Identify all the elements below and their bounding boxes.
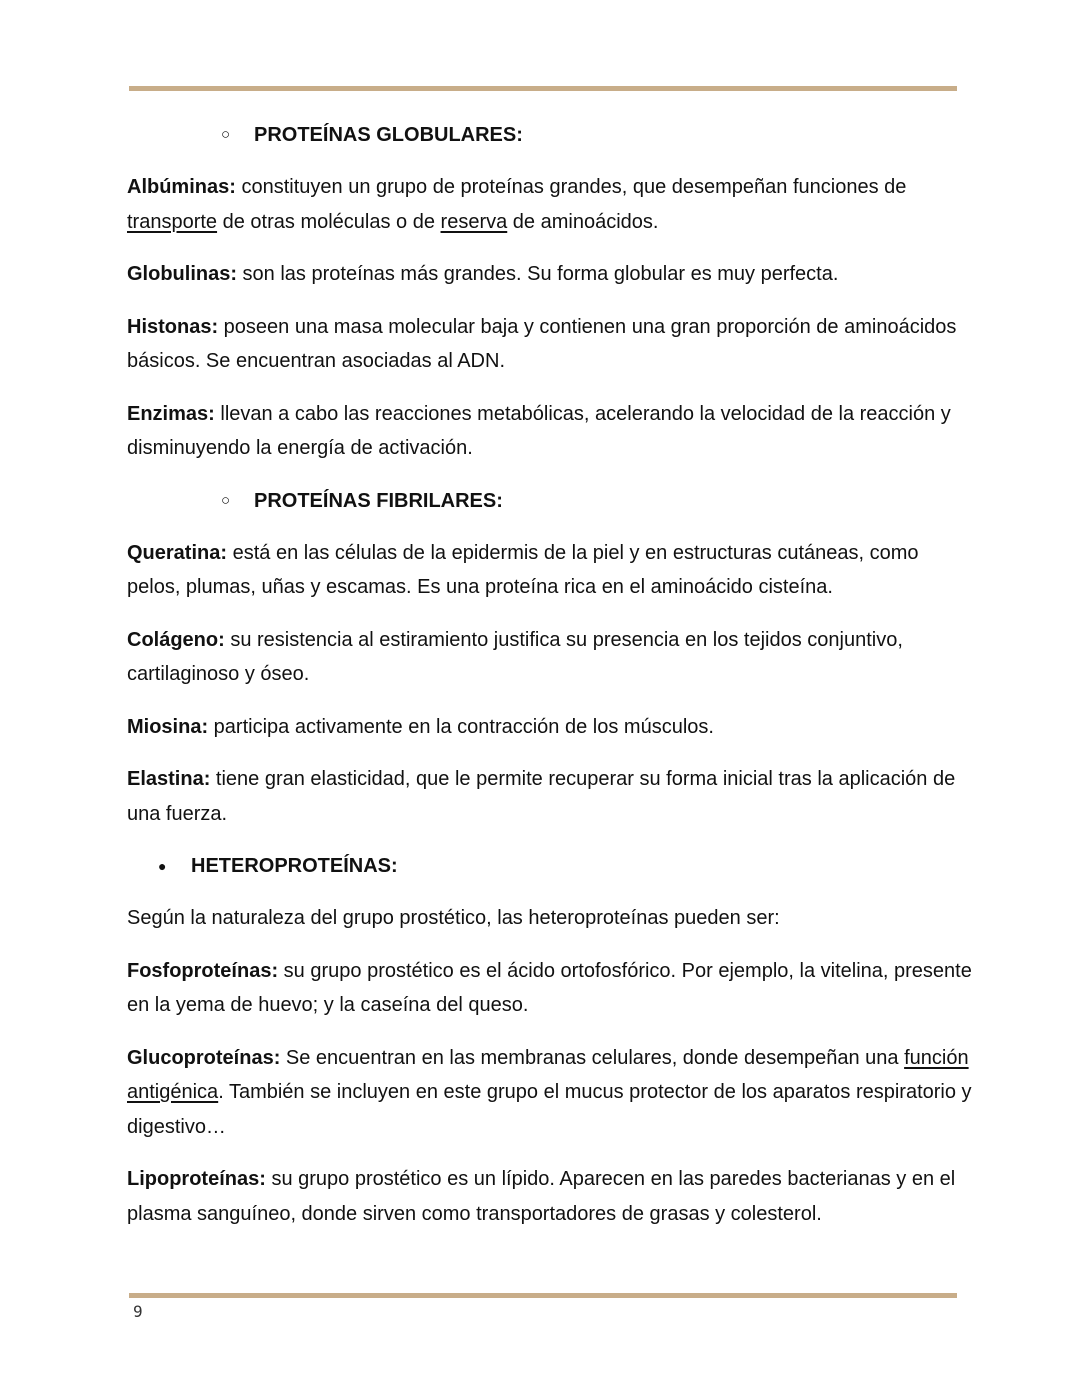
definition-text: constituyen un grupo de proteínas grandes, que desempeñan funciones de: [235, 176, 907, 198]
definition-text: participa activamente en la contracción de los músculos.: [208, 715, 714, 738]
underlined-word: reserva: [440, 210, 508, 233]
term: Histonas:: [127, 315, 219, 338]
paragraph-globulinas: [127, 257, 972, 292]
definition-text: de otras moléculas o de: [217, 210, 441, 233]
hollow-bullet-icon: ○: [221, 126, 231, 143]
term: Colágeno:: [127, 628, 225, 651]
underlined-word: transporte: [127, 210, 218, 233]
section-title: HETEROPROTEÍNAS:: [191, 855, 398, 877]
paragraph-glucoproteinas: [127, 1041, 972, 1145]
section-heading-heteroproteinas: [127, 849, 972, 883]
definition-text: está en las células de la epidermis de la piel y en estructuras cutáneas, como pelos, plumas, uñas y escamas. Es una proteína rica en el aminoácido cisteína.: [127, 541, 919, 598]
section-heading-globulares: [127, 118, 972, 152]
paragraph-elastina: [127, 762, 972, 831]
term: Miosina:: [127, 715, 209, 738]
section-heading-fibrilares: [127, 484, 972, 518]
term: Globulinas:: [127, 263, 237, 285]
paragraph-miosina: [127, 710, 972, 745]
paragraph-lipoproteinas: [127, 1162, 972, 1231]
term: Queratina:: [127, 541, 228, 564]
term: Elastina:: [127, 768, 211, 790]
definition-text: . También se incluyen en este grupo el mucus protector de los aparatos respiratorio y digestivo…: [127, 1081, 972, 1138]
page-content: [127, 118, 972, 1249]
section-title: PROTEÍNAS FIBRILARES:: [254, 489, 503, 512]
term: Glucoproteínas:: [127, 1046, 281, 1069]
page-number: 9: [133, 1302, 143, 1321]
paragraph-fosfoproteinas: [127, 954, 972, 1023]
definition-text: Se encuentran en las membranas celulares, donde desempeñan una: [280, 1046, 905, 1069]
definition-text: llevan a cabo las reacciones metabólicas, acelerando la velocidad de la reacción y disminuyendo la energía de activación.: [127, 402, 951, 459]
paragraph-albuminas: [127, 170, 972, 239]
paragraph-queratina: [127, 536, 972, 605]
section-title: PROTEÍNAS GLOBULARES:: [254, 124, 523, 146]
definition-text: su grupo prostético es el ácido ortofosfórico. Por ejemplo, la vitelina, presente en la yema de huevo; y la caseína del queso.: [127, 959, 972, 1016]
term: Fosfoproteínas:: [127, 959, 279, 982]
definition-text: de aminoácidos.: [507, 210, 659, 233]
paragraph-enzimas: [127, 397, 972, 466]
footer-rule: [129, 1293, 957, 1298]
underlined-word: función antigénica: [127, 1046, 969, 1103]
term: Enzimas:: [127, 402, 215, 425]
definition-text: su resistencia al estiramiento justifica su presencia en los tejidos conjuntivo, cartilaginoso y óseo.: [127, 628, 903, 685]
term: Lipoproteínas:: [127, 1168, 266, 1190]
definition-text: tiene gran elasticidad, que le permite recuperar su forma inicial tras la aplicación de una fuerza.: [127, 768, 956, 825]
term: Albúminas:: [127, 176, 236, 198]
paragraph-intro-heteroproteinas: Según la naturaleza del grupo prostético, las heteroproteínas pueden ser:: [127, 907, 780, 929]
definition-text: son las proteínas más grandes. Su forma globular es muy perfecta.: [237, 263, 839, 285]
definition-text: su grupo prostético es un lípido. Aparecen en las paredes bacterianas y en el plasma sanguíneo, donde sirven como transportadores de grasas y colesterol.: [127, 1168, 956, 1225]
definition-text: poseen una masa molecular baja y contienen una gran proporción de aminoácidos básicos. Se encuentran asociadas al ADN.: [127, 315, 957, 372]
paragraph-colageno: [127, 623, 972, 692]
paragraph-histonas: [127, 310, 972, 379]
hollow-bullet-icon: ○: [221, 491, 231, 509]
filled-bullet-icon: ●: [158, 858, 167, 874]
header-rule: [129, 86, 957, 91]
